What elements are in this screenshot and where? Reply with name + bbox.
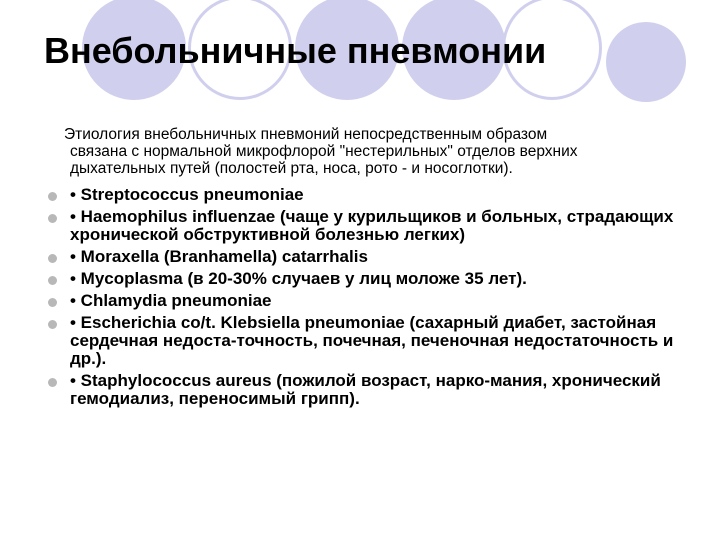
list-item	[48, 208, 698, 244]
intro-paragraph	[64, 126, 674, 177]
decor-circle-4	[606, 22, 686, 102]
list-item-text: • Staphylococcus aureus (пожилой возраст, нарко-мания, хронический гемодиализ, переносимый грипп).	[70, 371, 661, 408]
list-item	[48, 314, 698, 368]
list-item-text: • Mycoplasma (в 20-30% случаев у лиц моложе 35 лет).	[70, 269, 527, 288]
bullet-icon	[48, 298, 57, 307]
intro-first-line: Этиология внебольничных пневмоний непосредственным образом	[64, 126, 548, 143]
list-item	[48, 186, 698, 204]
list-item	[48, 270, 698, 288]
slide-title: Внебольничные пневмонии	[44, 30, 547, 71]
list-item	[48, 248, 698, 266]
bullet-icon	[48, 214, 57, 223]
pathogen-list	[48, 186, 698, 412]
list-item	[48, 372, 698, 408]
bullet-icon	[48, 378, 57, 387]
list-item-text: • Haemophilus influenzae (чаще у курильщиков и больных, страдающих хронической обструктивной болезнью легких)	[70, 207, 674, 244]
bullet-icon	[48, 254, 57, 263]
bullet-icon	[48, 320, 57, 329]
list-item-text: • Chlamydia pneumoniae	[70, 291, 272, 310]
list-item-text: • Escherichia co/t. Klebsiella pneumoniae (сахарный диабет, застойная сердечная недоста-точность, почечная, печеночная недостаточность и др.).	[70, 313, 674, 368]
list-item	[48, 292, 698, 310]
list-item-text: • Moraxella (Branhamella) catarrhalis	[70, 247, 368, 266]
list-item-text: • Streptococcus pneumoniae	[70, 185, 304, 204]
bullet-icon	[48, 192, 57, 201]
bullet-icon	[48, 276, 57, 285]
intro-rest: связана с нормальной микрофлорой "нестерильных" отделов верхних дыхательных путей (полостей рта, носа, рото - и носоглотки).	[70, 143, 578, 177]
